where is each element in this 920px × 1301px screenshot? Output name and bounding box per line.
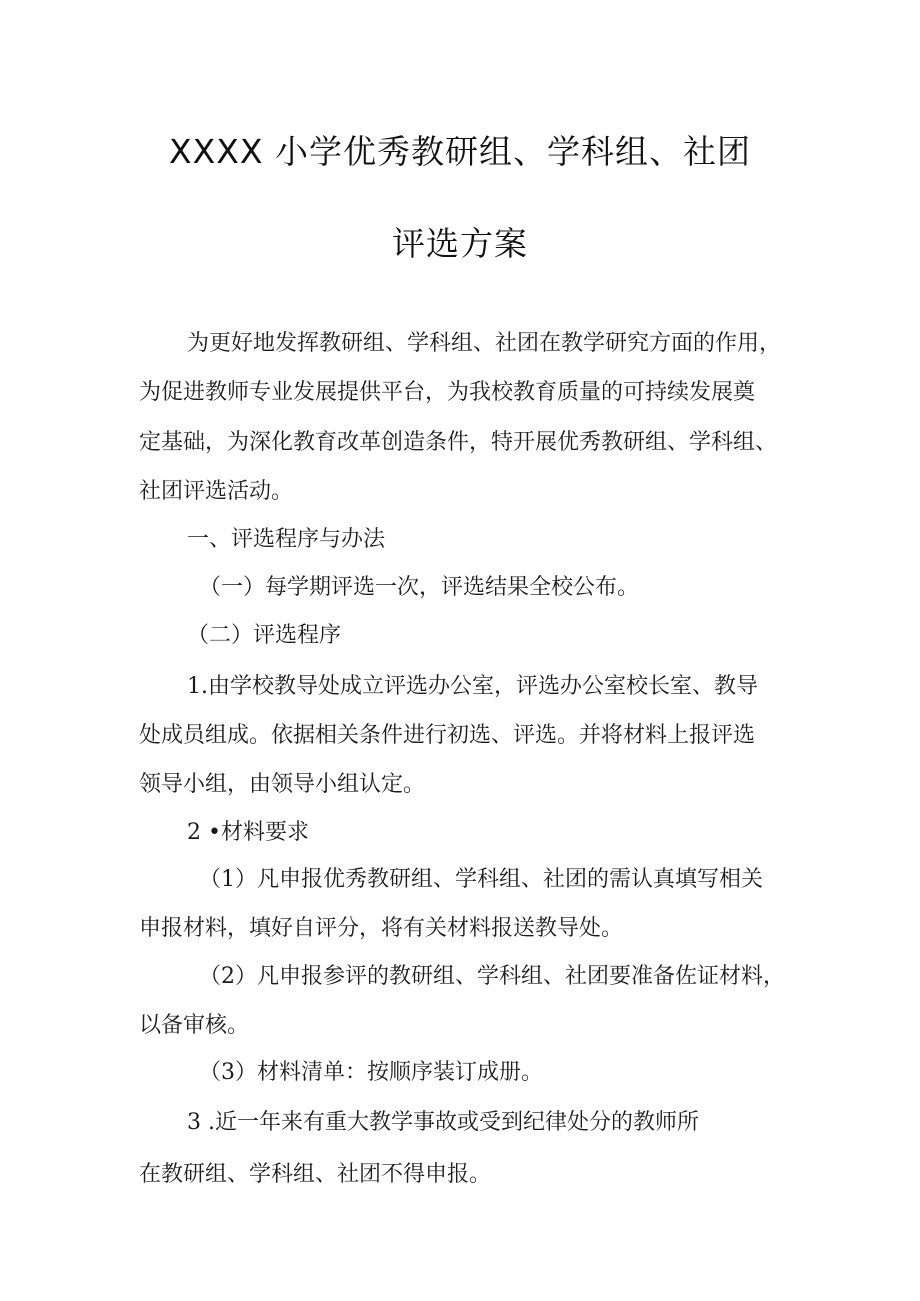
step-1-line-1: 1.由学校教导处成立评选办公室，评选办公室校长室、教导 [187,674,758,699]
step-1-line-2: 处成员组成。依据相关条件进行初选、评选。并将材料上报评选 [139,723,756,748]
requirement-3: （3）材料清单：按顺序装订成册。 [199,1060,543,1085]
document-title-line-1: XXXX 小学优秀教研组、学科组、社团 [169,132,751,171]
step-3-line-2: 在教研组、学科组、社团不得申报。 [139,1162,492,1187]
step-1-line-3: 领导小组，由领导小组认定。 [139,772,426,797]
item-2: （二）评选程序 [187,623,342,648]
document-title-line-2: 评选方案 [392,224,528,263]
intro-line-1: 为更好地发挥教研组、学科组、社团在教学研究方面的作用， [187,331,782,356]
section-1-heading: 一、评选程序与办法 [187,527,386,552]
requirement-2-line-2: 以备审核。 [139,1013,250,1038]
intro-line-3: 定基础，为深化教育改革创造条件，特开展优秀教研组、学科组、 [139,430,778,455]
item-1: （一）每学期评选一次，评选结果全校公布。 [199,575,640,600]
intro-line-4: 社团评选活动。 [139,479,294,504]
requirement-2-line-1: （2）凡申报参评的教研组、学科组、社团要准备佐证材料， [199,964,785,989]
step-3-line-1: 3 .近一年来有重大教学事故或受到纪律处分的教师所 [187,1110,699,1135]
intro-line-2: 为促进教师专业发展提供平台，为我校教育质量的可持续发展奠 [139,380,756,405]
step-2-heading: 2 •材料要求 [187,820,309,845]
requirement-1-line-1: （1）凡申报优秀教研组、学科组、社团的需认真填写相关 [199,867,763,892]
requirement-1-line-2: 申报材料，填好自评分，将有关材料报送教导处。 [139,916,624,941]
